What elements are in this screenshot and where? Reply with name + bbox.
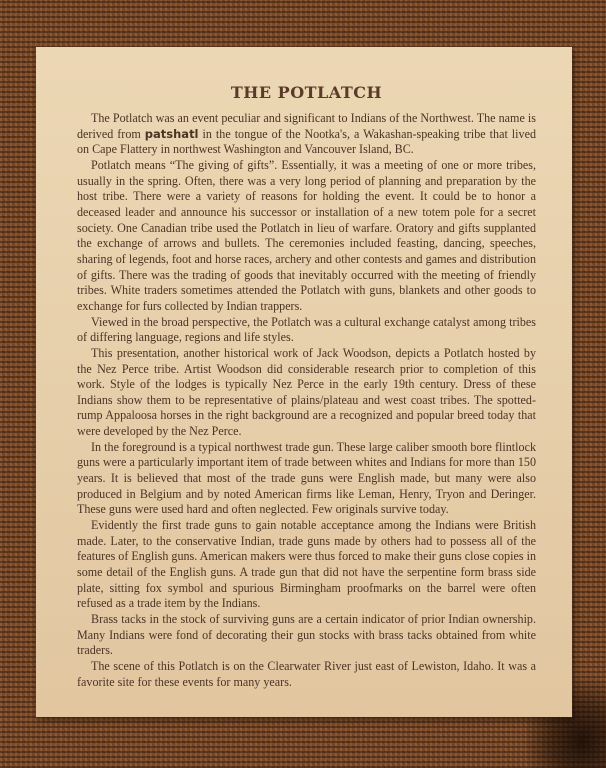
document-card xyxy=(36,47,572,717)
document-body xyxy=(77,111,536,690)
paragraph-6: Evidently the first trade guns to gain notable acceptance among the Indians were British made. Later, to the conservative Indian, trade guns made by others had to possess all of the features of English guns. American makers were thus forced to make their guns close copies in some detail of the English guns. A trade gun that did not have the serpentine form brass side plate, sitting fox symbol and spurious Birmingham proofmarks on the barrel were often refused as a trade item by the Indians. xyxy=(77,518,536,611)
paragraph-1 xyxy=(77,111,536,158)
paragraph-7: Brass tacks in the stock of surviving guns are a certain indicator of prior Indian ownership. Many Indians were fond of decorating their gun stocks with brass tacks obtained from white traders. xyxy=(77,612,536,658)
paragraph-1-end: in the tongue of the Nootka's, a Wakashan-speaking tribe that lived on Cape Flattery in northwest Washington and Vancouver Island, BC. xyxy=(77,126,536,157)
term-patshatl: patshatl xyxy=(144,126,199,141)
paragraph-4: This presentation, another historical work of Jack Woodson, depicts a Potlatch hosted by the Nez Perce tribe. Artist Woodson did considerable research prior to completion of this work. Style of the lodges is typically Nez Perce in the early 19th century. Dress of these Indians show them to be representative of plains/plateau and west coast tribes. The spotted-rump Appaloosa horses in the right background are a recognized and popular breed today that were developed by the Nez Perce. xyxy=(77,345,536,439)
paragraph-8: The scene of this Potlatch is on the Clearwater River just east of Lewiston, Idaho. It was a favorite site for these events for many years. xyxy=(77,658,536,689)
paragraph-5: In the foreground is a typical northwest trade gun. These large caliber smooth bore flintlock guns were a particularly important item of trade between whites and Indians for more than 150 years. It is believed that most of the trade guns were English made, but many were also produced in Belgium and by noted American firms like Leman, Henry, Tryon and Deringer. These guns were used hard and often neglected. Few originals survive today. xyxy=(77,439,536,517)
paragraph-2: Potlatch means “The giving of gifts”. Essentially, it was a meeting of one or more tribes, usually in the spring. Often, there was a very long period of planning and preparation by the host tribe. There were a variety of reasons for holding the event. It could be to honor a deceased leader and announce his successor or installation of a new totem pole for a secret society. One Canadian tribe used the Potlatch in lieu of warfare. Oratory and gifts supplanted the exchange of arrows and bullets. The ceremonies included feasting, dancing, speeches, sharing of legends, foot and horse races, archery and other contests and games and distribution of gifts. There was the trading of goods that inevitably occurred with the meeting of friendly tribes. White traders sometimes attended the Potlatch with guns, blankets and other goods to exchange for furs collected by Indian trappers. xyxy=(77,157,536,313)
page-title: THE POTLATCH xyxy=(230,83,383,102)
paragraph-1-start: The Potlatch was an event peculiar and significant to Indians of the Northwest. The name is derived from xyxy=(77,111,536,141)
paragraph-3: Viewed in the broad perspective, the Potlatch was a cultural exchange catalyst among tribes of differing language, regions and life styles. xyxy=(77,314,536,345)
